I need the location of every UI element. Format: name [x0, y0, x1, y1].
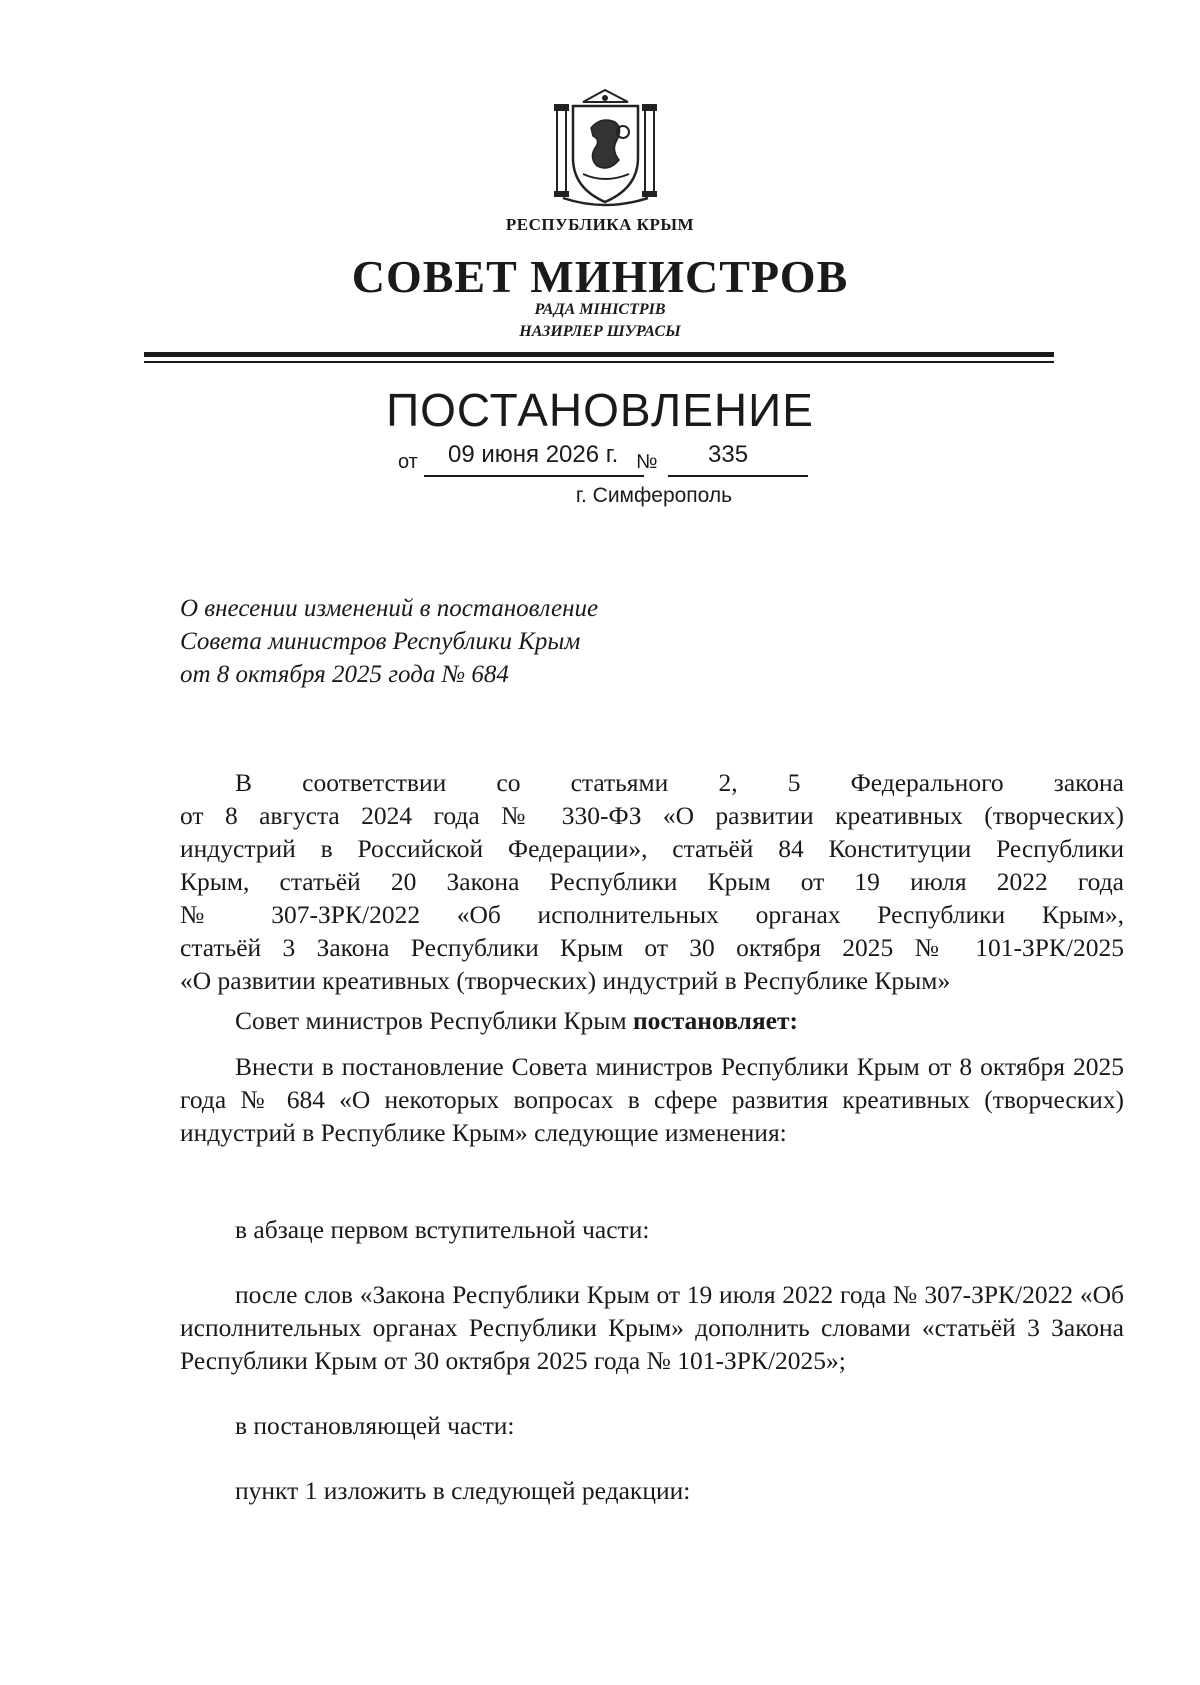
subject-line: О внесении изменений в постановление — [180, 595, 599, 622]
republic-name: РЕСПУБЛИКА КРЫМ — [505, 215, 695, 234]
council-title-ukrainian: РАДА МІНІСТРІВ — [534, 301, 666, 318]
decree-city: г. Симферополь — [575, 484, 733, 507]
preamble-line: «О развитии креативных (творческих) индустрий в Республике Крым» — [180, 966, 951, 995]
resolution-keyword: постановляет: — [632, 1006, 798, 1035]
subject-line: Совета министров Республики Крым — [180, 628, 581, 655]
preamble-line: от 8 августа 2024 года № 330-ФЗ «О развитии креативных (творческих) — [180, 801, 1124, 830]
decree-number: 335 — [708, 441, 749, 468]
header-divider-thick — [144, 352, 1054, 357]
council-title-crimean-tatar: НАЗИРЛЕР ШУРАСЫ — [519, 323, 681, 340]
decree-date: 09 июня 2026 г. — [448, 441, 619, 468]
decree-date-number-line — [398, 437, 818, 477]
amendment-paragraph: пункт 1 изложить в следующей редакции: — [235, 1476, 691, 1505]
preamble-paragraph — [180, 766, 1124, 997]
decree-subject — [180, 592, 598, 691]
amendment-intro-paragraph: Внести в постановление Совета министров Республики Крым от 8 октября 2025 года № 684 «О некоторых вопросах в сфере развития креативных (творческих) индустрий в Республике Крым» следующие изменения: — [180, 1052, 1124, 1147]
number-sign-label: № — [636, 451, 658, 473]
amendment-paragraph: в постановляющей части: — [235, 1411, 515, 1440]
preamble-line: № 307-ЗРК/2022 «Об исполнительных органах Республики Крым», — [180, 900, 1124, 929]
document-type-title: ПОСТАНОВЛЕНИЕ — [386, 384, 814, 436]
crimea-coat-of-arms-icon — [553, 88, 658, 208]
resolution-text: Совет министров Республики Крым — [235, 1006, 633, 1035]
preamble-line: индустрий в Российской Федерации», статьёй 84 Конституции Республики — [180, 834, 1124, 863]
council-title: СОВЕТ МИНИСТРОВ — [351, 251, 849, 302]
subject-line: от 8 октября 2025 года № 684 — [180, 661, 509, 688]
date-prefix-label: от — [398, 451, 418, 473]
date-underline — [424, 475, 644, 477]
preamble-line: В соответствии со статьями 2, 5 Федерального закона — [235, 768, 1124, 797]
number-underline — [668, 475, 808, 477]
preamble-line: статьёй 3 Закона Республики Крым от 30 октября 2025 № 101-ЗРК/2025 — [180, 933, 1124, 962]
resolution-paragraph — [180, 1004, 1124, 1037]
amendment-paragraph: после слов «Закона Республики Крым от 19 июля 2022 года № 307-ЗРК/2022 «Об исполнительных органах Республики Крым» дополнить словами «статьёй 3 Закона Республики Крым от 30 октября 2025 года № 101-ЗРК/2025»; — [180, 1280, 1124, 1375]
amendment-paragraph: в абзаце первом вступительной части: — [235, 1215, 650, 1244]
header-divider-thin — [144, 361, 1054, 363]
preamble-line: Крым, статьёй 20 Закона Республики Крым от 19 июля 2022 года — [180, 867, 1124, 896]
